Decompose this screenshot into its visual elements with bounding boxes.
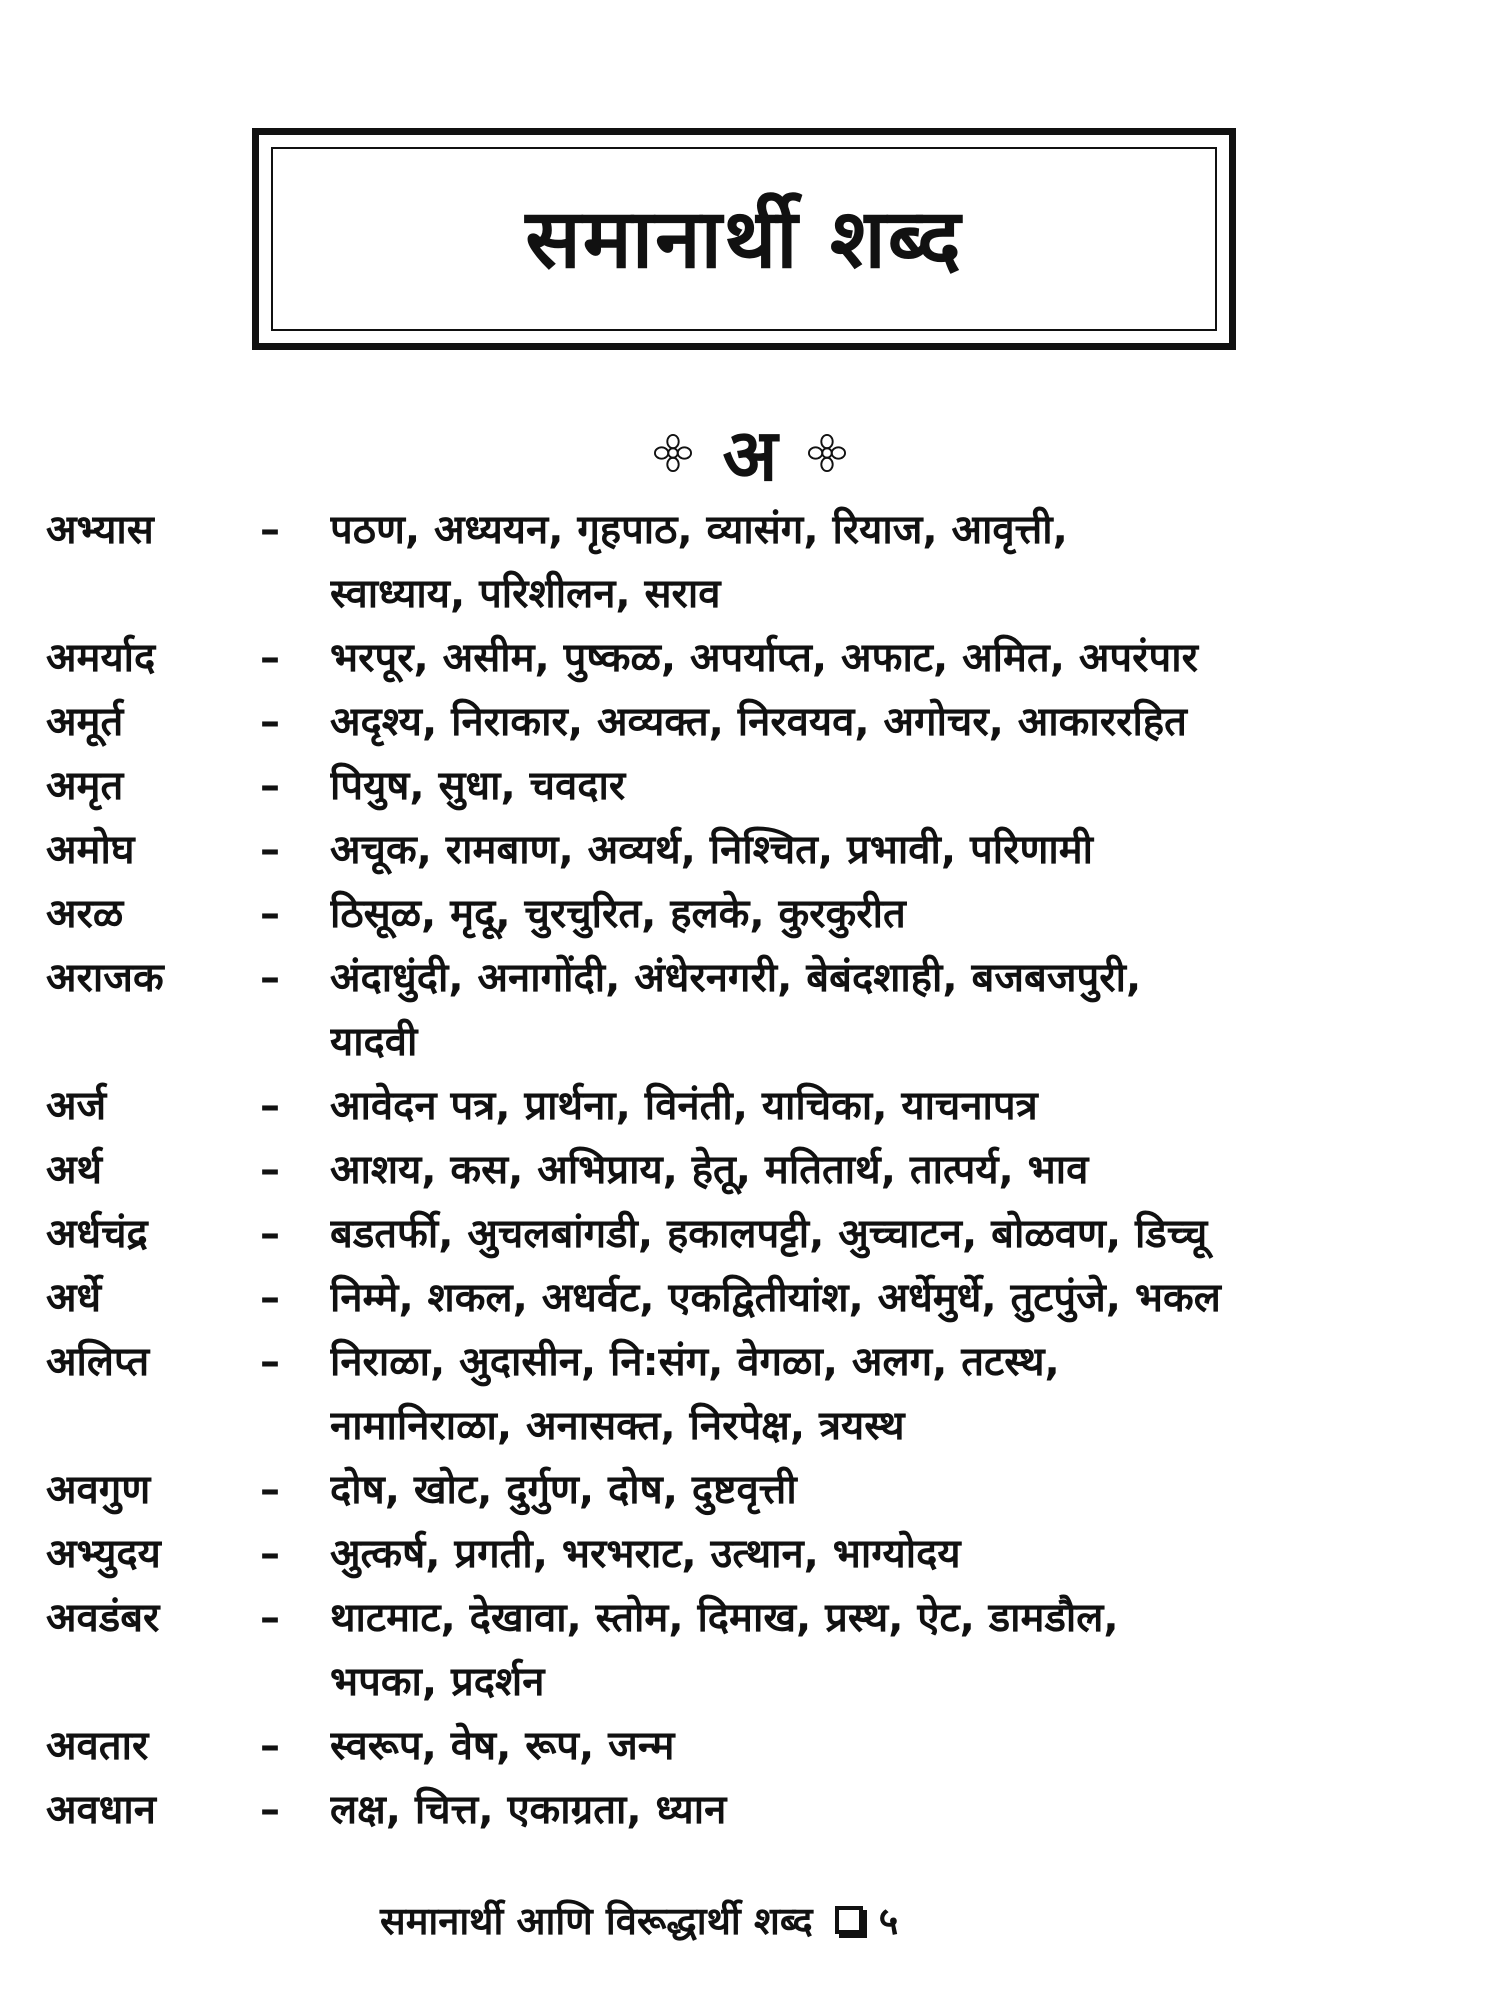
entry-synonyms (330, 1778, 1450, 1842)
entry-synonyms (330, 1714, 1450, 1778)
entry-word: अवगुण (46, 1467, 151, 1513)
page-title: समानार्थी शब्द (525, 192, 963, 287)
entry-dash: – (260, 891, 280, 937)
entry-synonyms (330, 1074, 1450, 1138)
synonym-line: अंदाधुंदी, अनागोंदी, अंधेरनगरी, बेबंदशाही, बजबजपुरी, (330, 955, 1142, 1001)
synonym-line: अुत्कर्ष, प्रगती, भरभराट, उत्थान, भाग्योदय (330, 1531, 961, 1577)
entry-synonyms (330, 1202, 1450, 1266)
entry-dash: – (260, 827, 280, 873)
entry-dash: – (260, 1531, 280, 1577)
entry-synonyms (330, 882, 1450, 946)
synonym-entry (46, 1714, 1466, 1778)
synonym-line: लक्ष, चित्त, एकाग्रता, ध्यान (330, 1787, 727, 1833)
entry-word: अमृत (46, 763, 124, 809)
entry-dash: – (260, 507, 280, 553)
synonym-entry (46, 1266, 1466, 1330)
synonym-line: पियुष, सुधा, चवदार (330, 763, 626, 809)
entry-synonyms (330, 754, 1450, 818)
entry-dash: – (260, 1787, 280, 1833)
synonym-line: थाटमाट, देखावा, स्तोम, दिमाख, प्रस्थ, ऐट, डामडौल, (330, 1595, 1119, 1641)
entry-synonyms (330, 1522, 1450, 1586)
entry-dash: – (260, 1595, 280, 1641)
entry-dash: – (260, 699, 280, 745)
footer-book-title: समानार्थी आणि विरूद्धार्थी शब्द (380, 1899, 813, 1943)
synonym-entry (46, 1778, 1466, 1842)
entry-synonyms (330, 498, 1450, 626)
synonym-line: आशय, कस, अभिप्राय, हेतू, मतितार्थ, तात्पर्य, भाव (330, 1147, 1089, 1193)
synonym-entry (46, 1458, 1466, 1522)
entry-dash: – (260, 1083, 280, 1129)
entry-dash: – (260, 1147, 280, 1193)
synonym-entry (46, 498, 1466, 626)
entry-word: अर्धचंद्र (46, 1211, 148, 1257)
entry-word: अवधान (46, 1787, 156, 1833)
entry-dash: – (260, 635, 280, 681)
synonym-entry (46, 1330, 1466, 1458)
synonym-line: आवेदन पत्र, प्रार्थना, विनंती, याचिका, याचनापत्र (330, 1083, 1038, 1129)
synonym-line: पठण, अध्ययन, गृहपाठ, व्यासंग, रियाज, आवृत्ती, (330, 507, 1068, 553)
entry-synonyms (330, 1586, 1450, 1714)
flower-ornament-icon (654, 434, 692, 472)
synonym-list (46, 498, 1466, 1842)
entry-word: अलिप्त (46, 1339, 150, 1385)
synonym-line: यादवी (330, 1019, 418, 1065)
synonym-line: निम्मे, शकल, अधर्वट, एकद्वितीयांश, अर्धेमुर्धे, तुटपुंजे, भकल (330, 1275, 1221, 1321)
entry-synonyms (330, 1458, 1450, 1522)
entry-dash: – (260, 1275, 280, 1321)
entry-synonyms (330, 626, 1450, 690)
entry-word: अमर्याद (46, 635, 156, 681)
entry-word: अमूर्त (46, 699, 124, 745)
synonym-entry (46, 882, 1466, 946)
entry-synonyms (330, 1138, 1450, 1202)
entry-dash: – (260, 1211, 280, 1257)
synonym-entry (46, 626, 1466, 690)
entry-word: अभ्युदय (46, 1531, 161, 1577)
square-box-icon (835, 1906, 863, 1934)
synonym-entry (46, 690, 1466, 754)
title-inner-border (271, 147, 1217, 331)
entry-dash: – (260, 1339, 280, 1385)
entry-synonyms (330, 690, 1450, 754)
entry-synonyms (330, 1330, 1450, 1458)
entry-word: अभ्यास (46, 507, 154, 553)
entry-word: अवतार (46, 1723, 149, 1769)
entry-synonyms (330, 946, 1450, 1074)
synonym-line: दोष, खोट, दुर्गुण, दोष, दुष्टवृत्ती (330, 1467, 797, 1513)
synonym-line: भरपूर, असीम, पुष्कळ, अपर्याप्त, अफाट, अमित, अपरंपार (330, 635, 1198, 681)
entry-synonyms (330, 818, 1450, 882)
synonym-line: नामानिराळा, अनासक्त, निरपेक्ष, त्रयस्थ (330, 1403, 905, 1449)
entry-dash: – (260, 955, 280, 1001)
synonym-entry (46, 1074, 1466, 1138)
synonym-line: बडतर्फी, अुचलबांगडी, हकालपट्टी, अुच्चाटन, बोळवण, डिच्चू (330, 1211, 1208, 1257)
entry-synonyms (330, 1266, 1450, 1330)
entry-dash: – (260, 1467, 280, 1513)
entry-word: अर्धे (46, 1275, 102, 1321)
flower-ornament-icon (808, 434, 846, 472)
synonym-line: ठिसूळ, मृदू, चुरचुरित, हलके, कुरकुरीत (330, 891, 906, 937)
entry-word: अरळ (46, 891, 124, 937)
section-letter: अ (722, 413, 778, 497)
entry-word: अवडंबर (46, 1595, 160, 1641)
synonym-entry (46, 754, 1466, 818)
entry-word: अर्ज (46, 1083, 107, 1129)
synonym-line: स्वाध्याय, परिशीलन, सराव (330, 571, 721, 617)
synonym-line: निराळा, अुदासीन, नि:संग, वेगळा, अलग, तटस्थ, (330, 1339, 1060, 1385)
synonym-line: अदृश्य, निराकार, अव्यक्त, निरवयव, अगोचर, आकाररहित (330, 699, 1187, 745)
synonym-entry (46, 1522, 1466, 1586)
entry-dash: – (260, 1723, 280, 1769)
entry-word: अर्थ (46, 1147, 103, 1193)
synonym-line: भपका, प्रदर्शन (330, 1659, 545, 1705)
section-heading (0, 408, 1500, 498)
footer-page-number: ५ (878, 1899, 899, 1943)
entry-word: अमोघ (46, 827, 135, 873)
page-footer (380, 1890, 1180, 1950)
synonym-line: अचूक, रामबाण, अव्यर्थ, निश्चित, प्रभावी, परिणामी (330, 827, 1094, 873)
synonym-entry (46, 1586, 1466, 1714)
synonym-line: स्वरूप, वेष, रूप, जन्म (330, 1723, 675, 1769)
title-frame (252, 128, 1236, 350)
synonym-entry (46, 1138, 1466, 1202)
entry-word: अराजक (46, 955, 164, 1001)
synonym-entry (46, 818, 1466, 882)
entry-dash: – (260, 763, 280, 809)
synonym-entry (46, 946, 1466, 1074)
synonym-entry (46, 1202, 1466, 1266)
